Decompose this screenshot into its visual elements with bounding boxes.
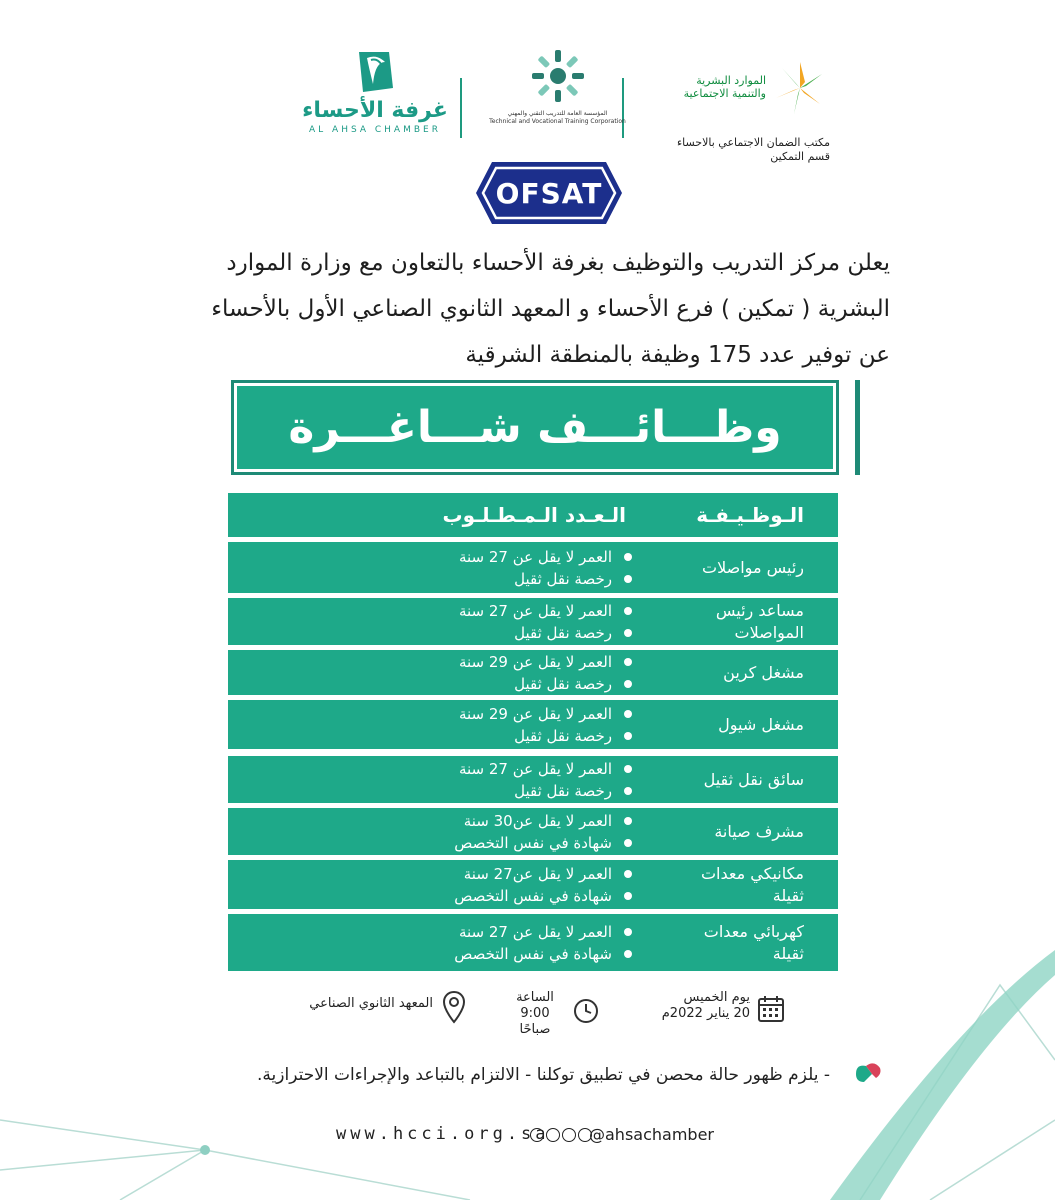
announcement-paragraph: [150, 240, 890, 378]
banner-accent-bar: [855, 380, 860, 475]
table-row: [228, 913, 838, 971]
hr-office-name: مكتب الضمان الاجتماعي بالاحساء قسم التمكين: [676, 136, 830, 163]
table-row: [228, 597, 838, 645]
job-title: مساعد رئيس المواصلات: [715, 600, 804, 642]
ofsat-wordmark: OFSAT: [495, 176, 603, 210]
requirement-item: رخصة نقل ثقيل: [378, 622, 638, 644]
requirement-item: العمر لا يقل عن 27 سنة: [378, 546, 638, 568]
table-row: [228, 807, 838, 855]
requirement-item: العمر لا يقل عن 29 سنة: [378, 651, 638, 673]
calendar-icon: [756, 994, 786, 1028]
event-time: الساعة 9:00 صباحًا: [516, 990, 554, 1037]
vacancies-title: وظـــائـــف شـــاغـــرة: [288, 402, 782, 453]
job-title: مشغل شيول: [718, 714, 804, 734]
chamber-name-arabic: غرفة الأحساء: [302, 98, 448, 123]
snapchat-icon[interactable]: [546, 1128, 560, 1142]
ofsat-logo: [474, 160, 624, 226]
chamber-name-english: AL AHSA CHAMBER: [309, 125, 441, 135]
clock-icon: [572, 997, 600, 1029]
requirement-item: رخصة نقل ثقيل: [378, 568, 638, 590]
job-requirements: [378, 650, 638, 695]
tvtc-logo: [485, 48, 630, 126]
requirement-item: العمر لا يقل عن 29 سنة: [378, 703, 638, 725]
job-requirements: [378, 700, 638, 749]
requirement-item: العمر لا يقل عن 27 سنة: [378, 921, 638, 943]
event-location: المعهد الثانوي الصناعي: [309, 996, 433, 1011]
requirement-item: العمر لا يقل عن27 سنة: [378, 863, 638, 885]
social-handle[interactable]: @ahsachamber: [589, 1125, 714, 1144]
requirement-item: رخصة نقل ثقيل: [378, 673, 638, 695]
partner-logos: [300, 48, 840, 163]
table-header: [228, 493, 838, 537]
hr-ministry-title: الموارد البشرية والتنمية الاجتماعية: [683, 74, 766, 100]
job-title: كهربائي معدات ثقيلة: [703, 921, 804, 963]
table-row: [228, 649, 838, 695]
job-requirements: [378, 914, 638, 971]
twitter-icon[interactable]: [562, 1128, 576, 1142]
header-requirements: الـعـدد الـمـطـلـوب: [442, 503, 626, 527]
footer: [330, 1124, 720, 1148]
website-link[interactable]: www.hcci.org.sa: [336, 1124, 550, 1144]
requirement-item: العمر لا يقل عن30 سنة: [378, 810, 638, 832]
job-title: مكانيكي معدات ثقيلة: [700, 863, 804, 905]
table-row: [228, 541, 838, 593]
table-row: [228, 699, 838, 749]
event-date: يوم الخميس 20 يناير 2022م: [661, 990, 750, 1021]
job-requirements: [378, 860, 638, 909]
tawakkalna-icon: [852, 1060, 886, 1090]
announcement-line: البشرية ( تمكين ) فرع الأحساء و المعهد الثانوي الصناعي الأول بالأحساء: [211, 296, 890, 322]
job-requirements: [378, 598, 638, 645]
logo-divider: [460, 78, 462, 138]
announcement-line: عن توفير عدد 175 وظيفة بالمنطقة الشرقية: [465, 342, 890, 368]
tvtc-name: المؤسسة العامة للتدريب التقني والمهني Technical and Vocational Training Corporation: [489, 110, 626, 125]
job-title: مشرف صيانة: [714, 821, 804, 841]
job-title: رئيس مواصلات: [702, 557, 804, 577]
tvtc-emblem-icon: [530, 48, 586, 104]
location-pin-icon: [442, 990, 466, 1028]
ahsa-chamber-logo: [300, 48, 450, 136]
requirement-item: رخصة نقل ثقيل: [378, 725, 638, 747]
requirement-item: العمر لا يقل عن 27 سنة: [378, 600, 638, 622]
job-requirements: [378, 756, 638, 803]
requirement-item: رخصة نقل ثقيل: [378, 780, 638, 802]
table-row: [228, 755, 838, 803]
header-job: الـوظـيـفـة: [696, 503, 804, 527]
job-requirements: [378, 808, 638, 855]
hr-star-icon: [770, 58, 830, 118]
requirement-item: شهادة في نفس التخصص: [378, 943, 638, 965]
table-row: [228, 859, 838, 909]
youtube-icon[interactable]: [530, 1128, 544, 1142]
announcement-line: يعلن مركز التدريب والتوظيف بغرفة الأحساء بالتعاون مع وزارة الموارد: [226, 250, 890, 276]
job-title: سائق نقل ثقيل: [703, 769, 804, 789]
requirement-item: شهادة في نفس التخصص: [378, 885, 638, 907]
vacancies-banner: [231, 380, 839, 475]
precautions-note: - يلزم ظهور حالة محصن في تطبيق توكلنا - الالتزام بالتباعد والإجراءات الاحترازية.: [257, 1065, 830, 1085]
job-title: مشغل كرين: [723, 662, 804, 682]
requirement-item: شهادة في نفس التخصص: [378, 832, 638, 854]
job-requirements: [378, 542, 638, 593]
palm-tree-icon: [353, 48, 397, 94]
requirement-item: العمر لا يقل عن 27 سنة: [378, 758, 638, 780]
